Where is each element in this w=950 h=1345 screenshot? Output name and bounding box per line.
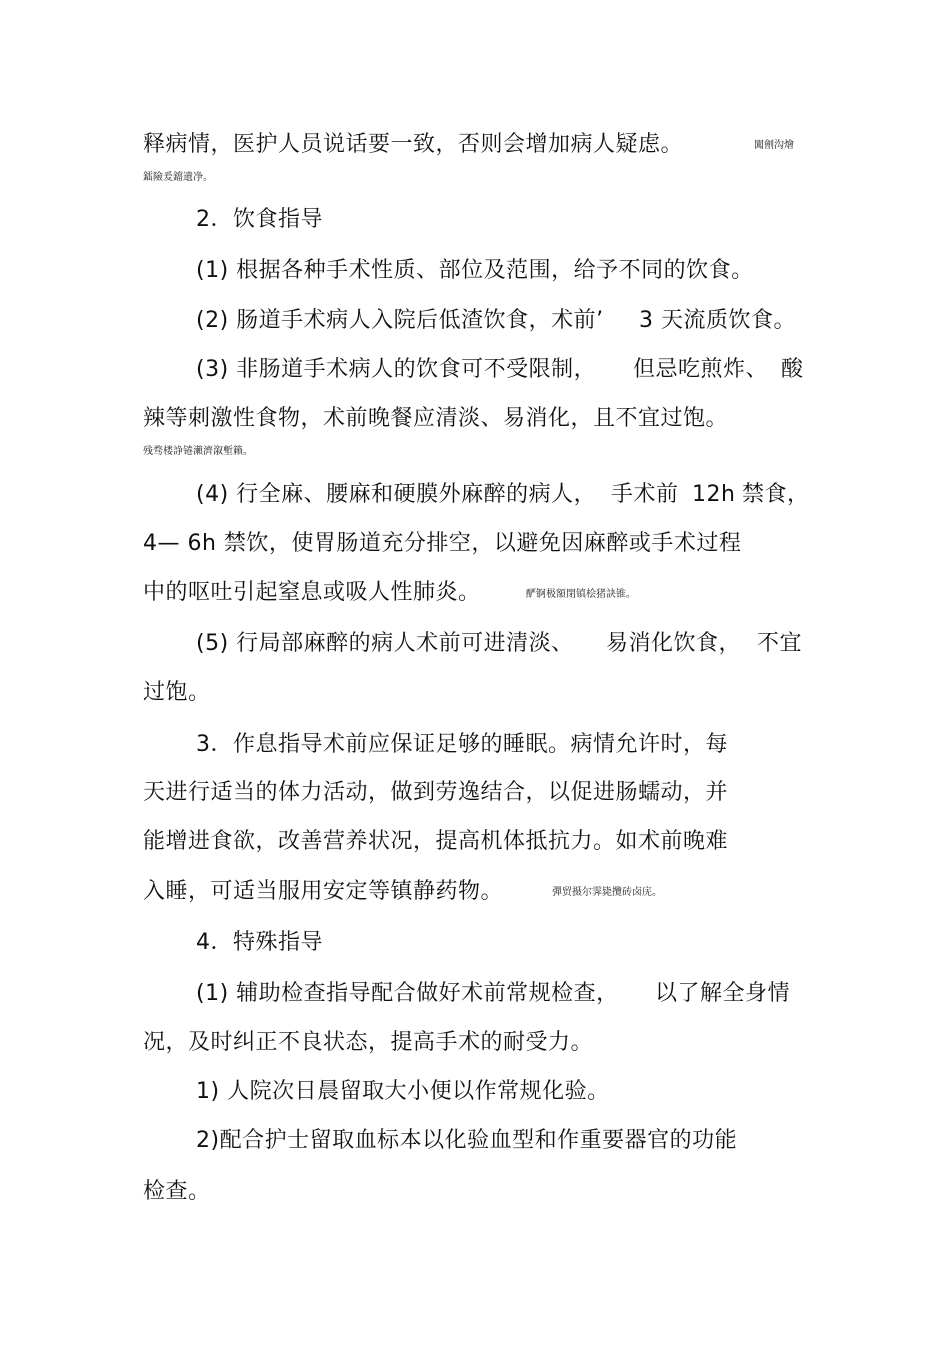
text-line: 过饱。 [143, 680, 211, 705]
text-line: 1) 人院次日晨留取大小便以作常规化验。 [196, 1079, 610, 1104]
section-heading-special: 4．特殊指导 [196, 930, 323, 955]
text-line: 况，及时纠正不良状态，提高手术的耐受力。 [143, 1030, 594, 1055]
text-line: (4) 行全麻、腰麻和硬膜外麻醉的病人， [196, 482, 597, 507]
section-heading-rest: 3．作息指导术前应保证足够的睡眠。病情允许时，每 [196, 732, 728, 757]
text-line: 入睡，可适当服用安定等镇静药物。 [143, 879, 504, 904]
text-line: 能增进食欲，改善营养状况，提高机体抵抗力。如术前晚难 [143, 829, 729, 854]
text-line: (2) 肠道手术病人入院后低渣饮食，术前’ [196, 308, 604, 333]
text-line: 禁食， [742, 482, 810, 507]
text-line: 手术前 [611, 482, 679, 507]
text-line: 2)配合护士留取血标本以化验血型和作重要器官的功能 [196, 1128, 738, 1153]
text-line: 天进行适当的体力活动，做到劳逸结合，以促进肠蠕动，并 [143, 780, 729, 805]
annotation-note: 彈贸摄尔霁毙攬砖卤庑。 [552, 887, 662, 898]
text-line: 易消化饮食， [606, 631, 742, 656]
annotation-note: 残骛楼諍锩瀨濟溆塹籟。 [143, 446, 253, 457]
text-line: 但忌吃煎炸、 [633, 357, 769, 382]
annotation-note: 闖劊沟燴 [754, 140, 794, 151]
text-line: (1) 辅助检查指导配合做好术前常规检查， [196, 981, 619, 1006]
text-line: 不宜 [757, 631, 803, 656]
text-line: 4— 6h 禁饮，使胃肠道充分排空，以避免因麻醉或手术过程 [143, 531, 742, 556]
text-line: 3 天流质饮食。 [639, 308, 796, 333]
text-line: 检查。 [143, 1179, 211, 1204]
text-line: 12h [692, 482, 736, 507]
text-line: (1) 根据各种手术性质、部位及范围，给予不同的饮食。 [196, 258, 754, 283]
text-line: 酸 [781, 357, 804, 382]
text-line: 中的呕吐引起窒息或吸人性肺炎。 [143, 580, 481, 605]
text-line: (5) 行局部麻醉的病人术前可进清淡、 [196, 631, 574, 656]
text-line: 以了解全身情 [655, 981, 791, 1006]
annotation-note: 鐳險爰鐺遺净。 [143, 172, 213, 183]
text-line: 释病情，医护人员说话要一致，否则会增加病人疑虑。 [143, 132, 684, 157]
annotation-note: 酽锕极額閉镇桧猪訣锥。 [526, 589, 636, 600]
section-heading-diet: 2．饮食指导 [196, 207, 323, 232]
text-line: (3) 非肠道手术病人的饮食可不受限制， [196, 357, 597, 382]
text-line: 辣等刺激性食物，术前晚餐应清淡、易消化，且不宜过饱。 [143, 406, 729, 431]
